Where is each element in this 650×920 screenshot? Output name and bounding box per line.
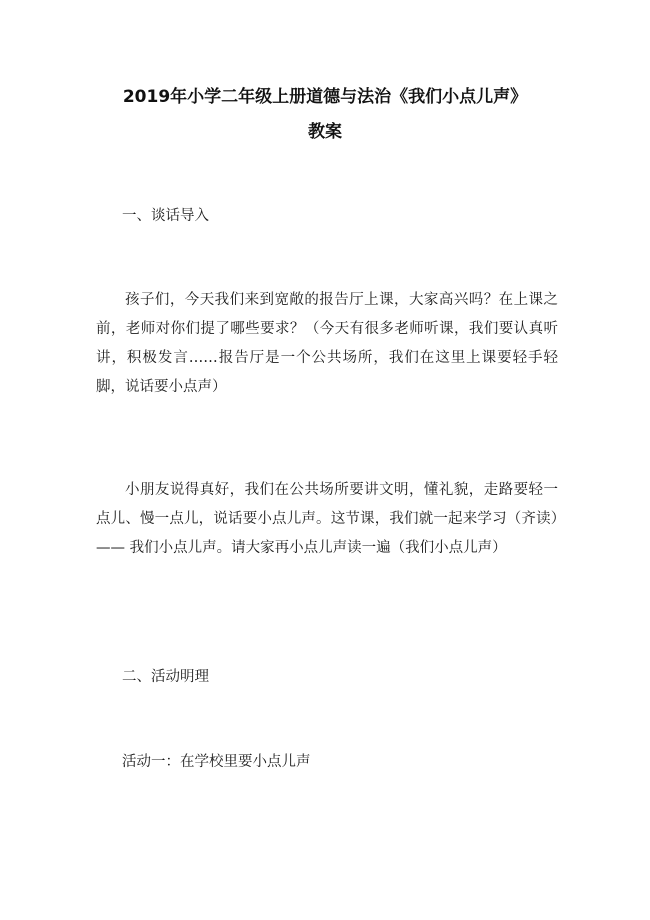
paragraph-topic: 小朋友说得真好，我们在公共场所要讲文明，懂礼貌，走路要轻一点儿、慢一点儿，说话要小点儿声。这节课，我们就一起来学习（齐读）—— 我们小点儿声。请大家再小点儿声读一遍（我们小点儿声） [96, 482, 558, 556]
section-heading-intro: 一、谈话导入 [122, 208, 209, 224]
document-title-continued: 教案 [308, 122, 342, 142]
document-title: 2019年小学二年级上册道德与法治《我们小点儿声》 [122, 87, 528, 107]
section-heading-activities: 二、活动明理 [122, 669, 209, 685]
paragraph-intro: 孩子们，今天我们来到宽敞的报告厅上课，大家高兴吗？在上课之前，老师对你们提了哪些要求？（今天有很多老师听课，我们要认真听讲，积极发言……报告厅是一个公共场所，我们在这里上课要轻手轻脚，说话要小点声） [96, 292, 558, 395]
activity-heading-1: 活动一：在学校里要小点儿声 [122, 754, 311, 770]
